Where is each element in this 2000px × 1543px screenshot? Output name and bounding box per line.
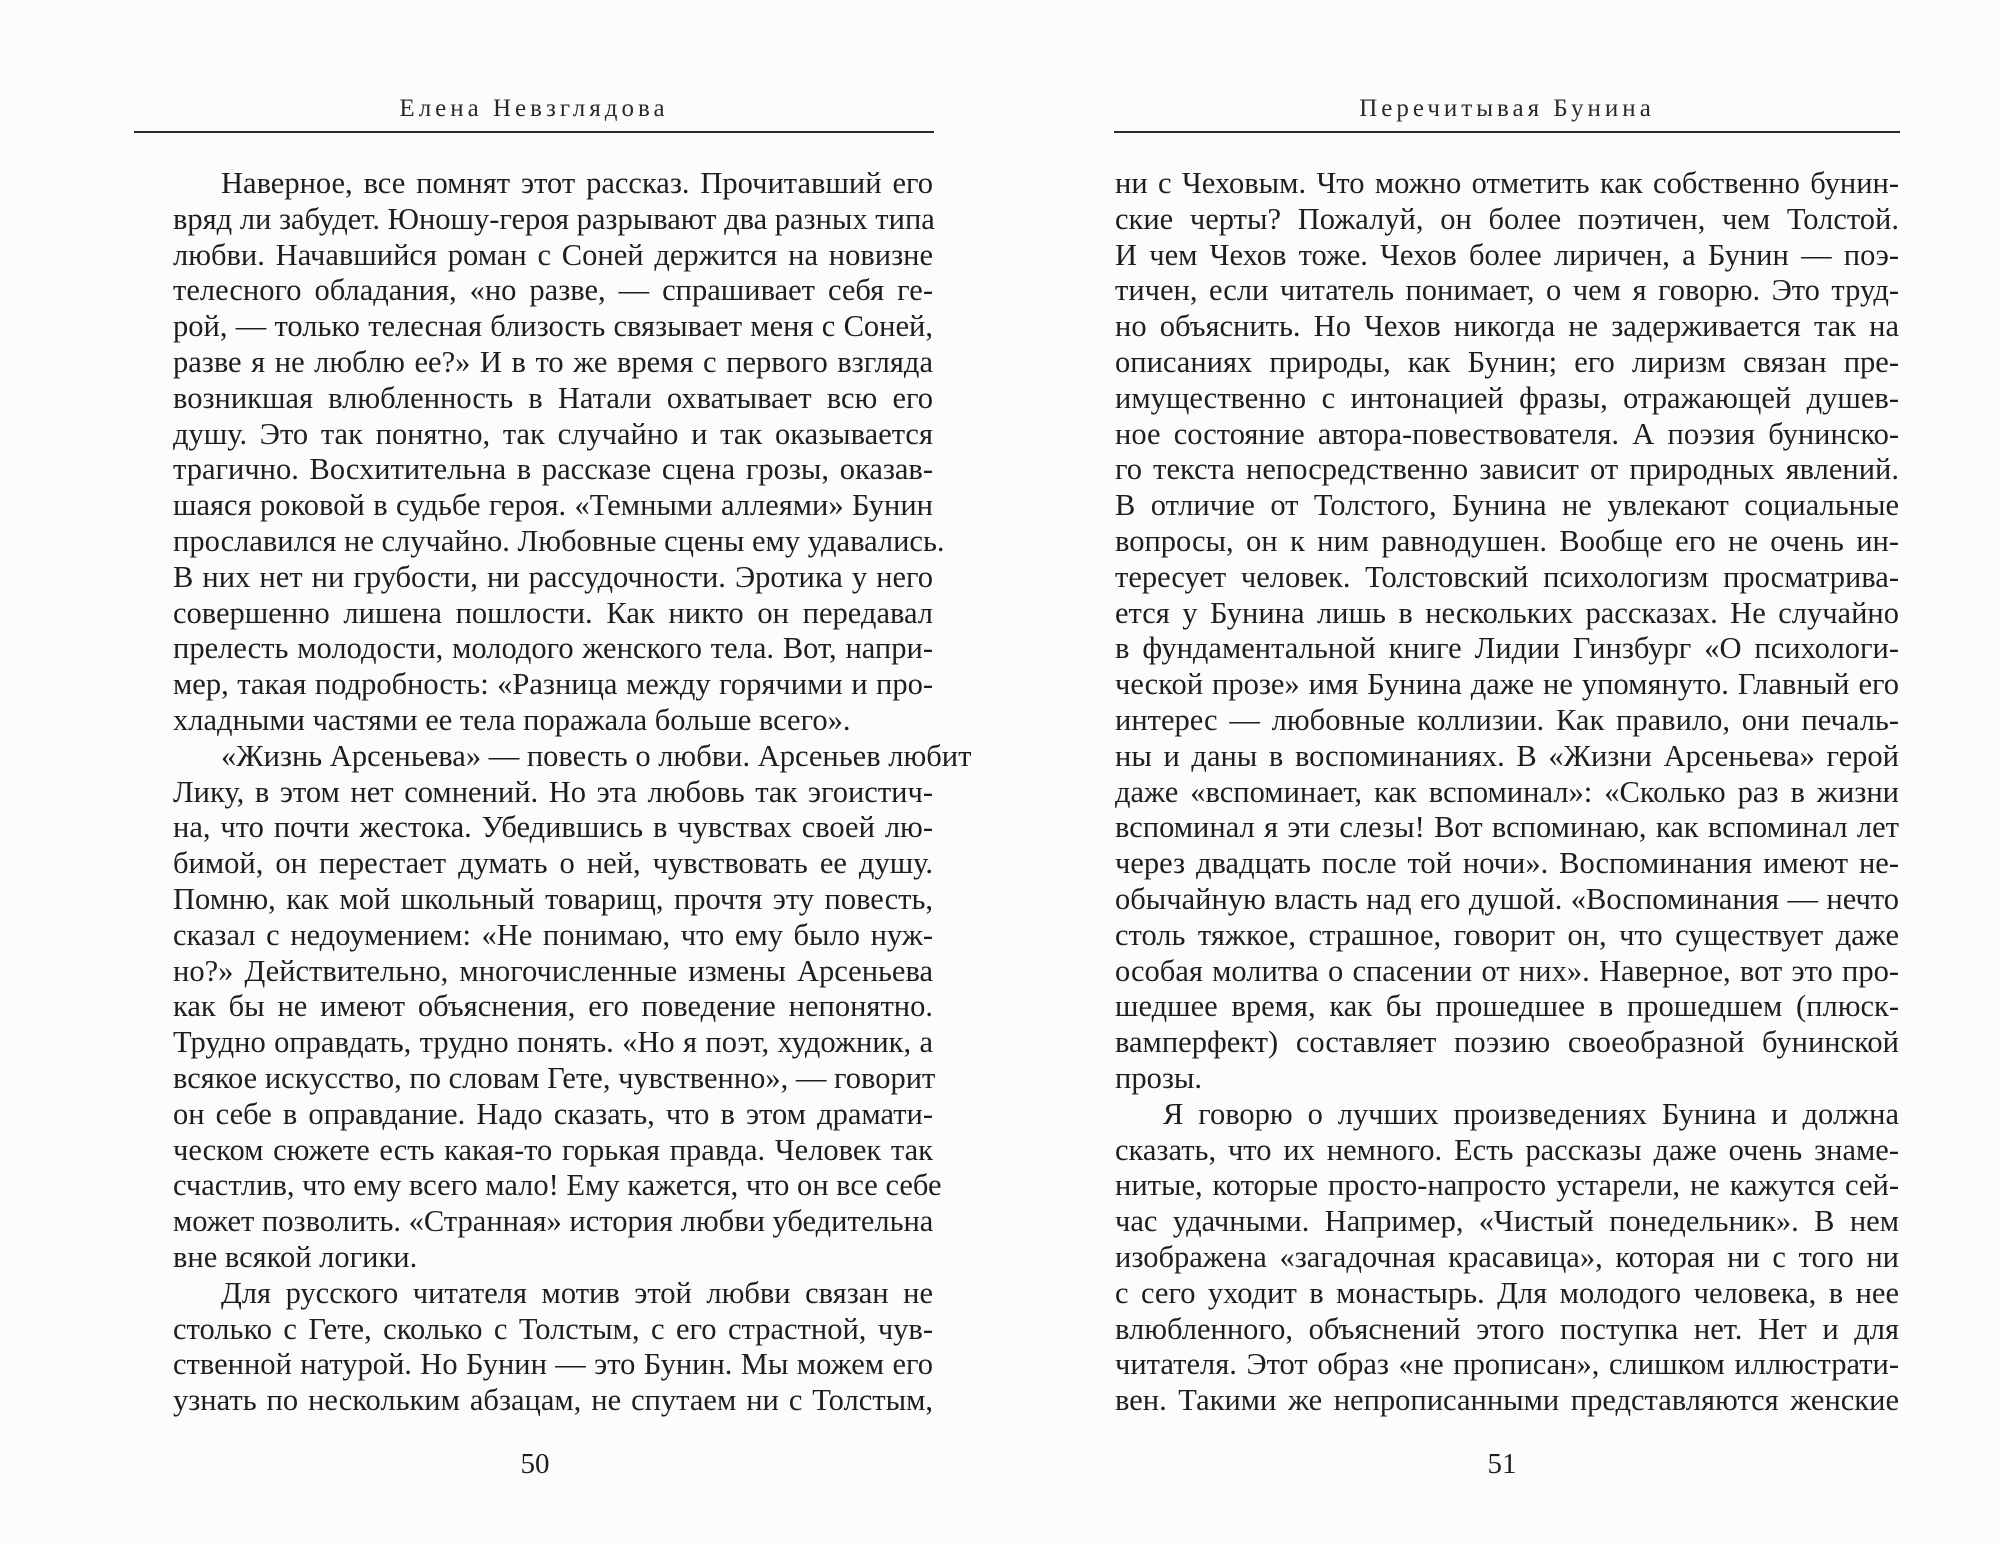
text-line: трагично. Восхитительна в рассказе сцена грозы, оказав-: [173, 452, 933, 487]
text-line: В них нет ни грубости, ни рассудочности. Эротика у него: [173, 559, 933, 594]
text-line: мер, такая подробность: «Разница между горячими и про-: [173, 667, 933, 702]
text-line: любви. Начавшийся роман с Соней держится на новизне: [173, 237, 933, 272]
text-line: счастлив, что ему всего мало! Ему кажется, что он все себе: [173, 1168, 942, 1203]
text-line: тересует человек. Толстовский психологизм просматрива-: [1115, 559, 1899, 594]
text-line: может позволить. «Странная» история любви убедительна: [173, 1204, 934, 1239]
text-line: ские черты? Пожалуй, он более поэтичен, чем Толстой.: [1115, 201, 1899, 236]
header-rule: [134, 131, 934, 133]
text-line: описаниях природы, как Бунин; его лиризм связан пре-: [1115, 345, 1899, 379]
running-header: Перечитывая Бунина: [1359, 95, 1655, 122]
text-line: ственной натурой. Но Бунин — это Бунин. Мы можем его: [173, 1347, 933, 1382]
text-line: в фундаментальной книге Лидии Гинзбург «О психологи-: [1115, 631, 1899, 666]
text-line: шедшее время, как бы прошедшее в прошедшем (плюск-: [1115, 989, 1899, 1024]
text-line: всякое искусство, по словам Гете, чувственно», — говорит: [173, 1061, 936, 1095]
text-line: Наверное, все помнят этот рассказ. Прочитавший его: [221, 166, 933, 200]
text-line: особая молитва о спасении от них». Наверное, вот это про-: [1115, 953, 1899, 988]
text-line: изображена «загадочная красавица», которая ни с того ни: [1115, 1240, 1899, 1274]
text-line: шаяся роковой в судьбе героя. «Темными аллеями» Бунин: [173, 488, 933, 523]
text-line: интерес — любовные коллизии. Как правило, они печаль-: [1115, 703, 1899, 737]
text-line: даже «вспоминает, как вспоминал»: «Сколько раз в жизни: [1115, 774, 1899, 809]
text-line: В отличие от Толстого, Бунина не увлекают социальные: [1115, 488, 1899, 523]
text-line: ное состояние автора-повествователя. А поэзия бунинско-: [1115, 416, 1899, 451]
text-line: нитые, которые просто-напросто устарели, не кажутся сей-: [1115, 1168, 1899, 1203]
text-line: хладными частями ее тела поражала больше всего».: [173, 703, 851, 737]
text-line: прославился не случайно. Любовные сцены ему удавались.: [173, 524, 945, 558]
text-line: как бы не имеют объяснения, его поведение непонятно.: [173, 989, 933, 1024]
text-line: вспоминал я эти слезы! Вот вспоминаю, как вспоминал лет: [1115, 810, 1899, 845]
text-line: разве я не люблю ее?» И в то же время с первого взгляда: [173, 345, 933, 379]
text-line: столь тяжкое, страшное, говорит он, что существует даже: [1115, 917, 1899, 952]
text-line: душу. Это так понятно, так случайно и так оказывается: [173, 416, 933, 451]
text-line: но?» Действительно, многочисленные измены Арсеньева: [173, 953, 933, 988]
text-line: на, что почти жестока. Убедившись в чувствах своей лю-: [173, 810, 933, 845]
text-line: «Жизнь Арсеньева» — повесть о любви. Арсеньев любит: [221, 738, 972, 773]
text-line: столько с Гете, сколько с Толстым, с его страстной, чув-: [173, 1311, 933, 1346]
page-number: 51: [1487, 1448, 1517, 1480]
text-line: час удачными. Например, «Чистый понедельник». В нем: [1115, 1204, 1899, 1239]
text-line: Помню, как мой школьный товарищ, прочтя эту повесть,: [173, 882, 933, 916]
text-line: он себе в оправдание. Надо сказать, что в этом драмати-: [173, 1096, 933, 1131]
text-line: читателя. Этот образ «не прописан», слишком иллюстрати-: [1115, 1347, 1899, 1382]
text-line: вне всякой логики.: [173, 1240, 418, 1274]
text-line: рой, — только телесная близость связывает меня с Соней,: [173, 309, 933, 344]
text-line: ется у Бунина лишь в нескольких рассказах. Не случайно: [1115, 595, 1899, 630]
text-line: И чем Чехов тоже. Чехов более лиричен, а Бунин — поэ-: [1115, 237, 1899, 272]
text-line: но объяснить. Но Чехов никогда не задерживается так на: [1115, 309, 1899, 344]
text-line: сказать, что их немного. Есть рассказы даже очень знаме-: [1115, 1132, 1899, 1167]
text-line: влюбленного, объяснений этого поступка нет. Нет и для: [1115, 1311, 1899, 1346]
text-line: Для русского читателя мотив этой любви связан не: [221, 1275, 933, 1310]
text-line: ни с Чеховым. Что можно отметить как собственно бунин-: [1115, 166, 1899, 200]
text-line: имущественно с интонацией фразы, отражающей душев-: [1115, 380, 1899, 415]
text-line: прозы.: [1115, 1061, 1202, 1095]
text-line: вен. Такими же непрописанными представляются женские: [1115, 1383, 1899, 1418]
text-line: ческом сюжете есть какая-то горькая правда. Человек так: [173, 1132, 933, 1167]
text-line: прелесть молодости, молодого женского тела. Вот, напри-: [173, 631, 933, 666]
text-line: ны и даны в воспоминаниях. В «Жизни Арсеньева» герой: [1115, 738, 1899, 773]
text-line: вопросы, он к ним равнодушен. Вообще его не очень ин-: [1115, 524, 1899, 558]
page-number: 50: [520, 1448, 550, 1480]
text-line: через двадцать после той ночи». Воспоминания имеют не-: [1115, 846, 1899, 881]
text-line: вамперфект) составляет поэзию своеобразной бунинской: [1115, 1025, 1899, 1060]
text-line: го текста непосредственно зависит от природных явлений.: [1115, 452, 1899, 487]
text-line: ческой прозе» имя Бунина даже не упомянуто. Главный его: [1115, 667, 1899, 702]
text-line: обычайную власть над его душой. «Воспоминания — нечто: [1115, 882, 1899, 916]
text-line: возникшая влюбленность в Натали охватывает всю его: [173, 380, 933, 415]
text-line: сказал с недоумением: «Не понимаю, что ему было нуж-: [173, 917, 933, 952]
running-header: Елена Невзглядова: [399, 95, 669, 122]
text-line: телесного обладания, «но разве, — спрашивает себя ге-: [173, 273, 933, 308]
text-line: Трудно оправдать, трудно понять. «Но я поэт, художник, а: [173, 1025, 933, 1060]
text-line: узнать по нескольким абзацам, не спутаем ни с Толстым,: [173, 1383, 933, 1418]
text-line: вряд ли забудет. Юношу-героя разрывают два разных типа: [173, 201, 935, 236]
text-line: тичен, если читатель понимает, о чем я говорю. Это труд-: [1115, 273, 1899, 308]
text-line: с сего уходит в монастырь. Для молодого человека, в нее: [1115, 1275, 1899, 1310]
text-line: Лику, в этом нет сомнений. Но эта любовь так эгоистич-: [173, 774, 933, 809]
text-line: Я говорю о лучших произведениях Бунина и должна: [1163, 1096, 1899, 1131]
header-rule: [1114, 131, 1900, 133]
text-line: бимой, он перестает думать о ней, чувствовать ее душу.: [173, 846, 933, 881]
text-line: совершенно лишена пошлости. Как никто он передавал: [173, 595, 933, 630]
